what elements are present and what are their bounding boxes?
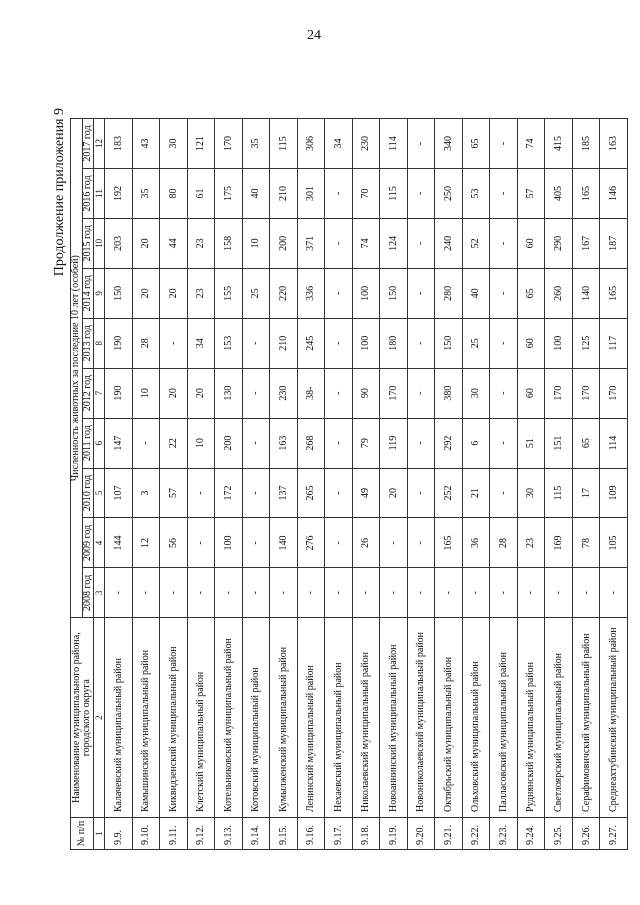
count-cell: 276 (297, 518, 325, 568)
table-row (435, 119, 463, 850)
year-header: 2014 год (82, 268, 94, 318)
table-row (132, 119, 160, 850)
count-cell: 100 (545, 318, 573, 368)
count-cell: - (325, 468, 353, 518)
table-row (490, 119, 518, 850)
count-cell: 26 (352, 518, 380, 568)
count-cell: 265 (297, 468, 325, 518)
count-cell: - (297, 568, 325, 618)
count-cell: 38- (297, 368, 325, 418)
count-cell: - (407, 418, 435, 468)
count-cell: - (325, 518, 353, 568)
count-cell: 23 (517, 518, 545, 568)
count-cell: 150 (435, 318, 463, 368)
count-cell: 25 (242, 268, 270, 318)
appendix-title: Продолжение приложения 9 (52, 108, 67, 277)
row-number: 9.23. (490, 818, 518, 850)
district-name: Палласовский муниципальный район (490, 618, 518, 818)
count-cell: 220 (270, 268, 298, 318)
district-name: Ольховский муниципальный район (462, 618, 490, 818)
table-row (380, 119, 408, 850)
table-header (71, 119, 105, 850)
year-header: 2009 год (82, 518, 94, 568)
count-cell: 28 (132, 318, 160, 368)
count-cell: - (242, 368, 270, 418)
row-number: 9.18. (352, 818, 380, 850)
count-cell: 250 (435, 169, 463, 219)
count-cell: 35 (132, 169, 160, 219)
count-cell: 371 (297, 218, 325, 268)
count-cell: 163 (600, 119, 628, 169)
count-cell: 340 (435, 119, 463, 169)
table-row (215, 119, 243, 850)
count-cell: - (325, 169, 353, 219)
count-cell: - (462, 568, 490, 618)
count-cell: - (187, 568, 215, 618)
count-cell: 172 (215, 468, 243, 518)
count-cell: 60 (517, 368, 545, 418)
district-name: Новоаннинский муниципальный район (380, 618, 408, 818)
count-cell: - (242, 418, 270, 468)
count-cell: 170 (545, 368, 573, 418)
count-header: Численность животных за последние 10 лет (особей) (71, 119, 83, 618)
count-cell: 40 (462, 268, 490, 318)
column-number: 6 (94, 418, 105, 468)
row-number: 9.10. (132, 818, 160, 850)
count-cell: - (270, 568, 298, 618)
count-cell: - (105, 568, 133, 618)
count-cell: - (407, 468, 435, 518)
count-cell: 169 (545, 518, 573, 568)
count-cell: 34 (187, 318, 215, 368)
count-cell: 17 (572, 468, 600, 518)
count-cell: 306 (297, 119, 325, 169)
district-name: Светлоярский муниципальный район (545, 618, 573, 818)
row-number: 9.13. (215, 818, 243, 850)
count-cell: - (490, 169, 518, 219)
row-number: 9.16. (297, 818, 325, 850)
count-cell: 21 (462, 468, 490, 518)
count-cell: - (325, 318, 353, 368)
count-cell: - (325, 368, 353, 418)
animal-count-table (70, 118, 628, 850)
count-cell: 65 (462, 119, 490, 169)
district-name: Кумылженский муниципальный район (270, 618, 298, 818)
count-cell: 170 (572, 368, 600, 418)
count-cell: - (407, 568, 435, 618)
count-cell: 124 (380, 218, 408, 268)
district-name: Серафимовичский муниципальный район (572, 618, 600, 818)
count-cell: 165 (572, 169, 600, 219)
count-cell: - (407, 518, 435, 568)
column-number: 3 (94, 568, 105, 618)
row-number: 9.20. (407, 818, 435, 850)
row-number: 9.9. (105, 818, 133, 850)
row-number: 9.14. (242, 818, 270, 850)
count-cell: 60 (517, 318, 545, 368)
count-cell: - (490, 119, 518, 169)
count-cell: 230 (270, 368, 298, 418)
count-cell: 200 (270, 218, 298, 268)
count-cell: 30 (160, 119, 188, 169)
count-cell: 144 (105, 518, 133, 568)
table-row (407, 119, 435, 850)
row-number: 9.24. (517, 818, 545, 850)
count-cell: 10 (132, 368, 160, 418)
count-cell: - (407, 169, 435, 219)
count-cell: 52 (462, 218, 490, 268)
table-row (352, 119, 380, 850)
count-cell: 147 (105, 418, 133, 468)
count-cell: 78 (572, 518, 600, 568)
table-row (105, 119, 133, 850)
table-row (325, 119, 353, 850)
count-cell: - (160, 318, 188, 368)
count-cell: 252 (435, 468, 463, 518)
count-cell: 336 (297, 268, 325, 318)
district-name: Среднеахтубинский муниципальный район (600, 618, 628, 818)
count-cell: 405 (545, 169, 573, 219)
count-cell: 25 (462, 318, 490, 368)
count-cell: 153 (215, 318, 243, 368)
count-cell: 183 (105, 119, 133, 169)
count-cell: - (325, 268, 353, 318)
count-cell: 107 (105, 468, 133, 518)
page-number: 24 (307, 28, 321, 43)
count-cell: 150 (380, 268, 408, 318)
count-cell: 80 (160, 169, 188, 219)
count-cell: 51 (517, 418, 545, 468)
column-number: 9 (94, 268, 105, 318)
table-row (270, 119, 298, 850)
count-cell: 30 (517, 468, 545, 518)
count-cell: 60 (517, 218, 545, 268)
count-cell: 137 (270, 468, 298, 518)
year-header: 2015 год (82, 218, 94, 268)
year-header: 2008 год (82, 568, 94, 618)
count-cell: 61 (187, 169, 215, 219)
count-cell: - (242, 518, 270, 568)
count-cell: 79 (352, 418, 380, 468)
count-cell: - (242, 318, 270, 368)
count-cell: 115 (270, 119, 298, 169)
count-cell: 158 (215, 218, 243, 268)
count-cell: - (517, 568, 545, 618)
count-cell: - (325, 218, 353, 268)
count-cell: 268 (297, 418, 325, 468)
count-cell: 150 (105, 268, 133, 318)
row-number: 9.27. (600, 818, 628, 850)
count-cell: 415 (545, 119, 573, 169)
district-name: Николаевский муниципальный район (352, 618, 380, 818)
num-header: № п/п (71, 818, 94, 850)
count-cell: 114 (600, 418, 628, 468)
column-number: 12 (94, 119, 105, 169)
count-cell: 260 (545, 268, 573, 318)
rotated-table-page (50, 98, 630, 858)
row-number: 9.15. (270, 818, 298, 850)
table-row (187, 119, 215, 850)
count-cell: - (407, 218, 435, 268)
district-name: Камышинский муниципальный район (132, 618, 160, 818)
count-cell: 49 (352, 468, 380, 518)
count-cell: - (187, 518, 215, 568)
count-cell: 105 (600, 518, 628, 568)
count-cell: 190 (105, 318, 133, 368)
count-cell: 190 (105, 368, 133, 418)
count-cell: 57 (160, 468, 188, 518)
count-cell: - (490, 318, 518, 368)
row-number: 9.12. (187, 818, 215, 850)
count-cell: - (352, 568, 380, 618)
count-cell: 36 (462, 518, 490, 568)
district-name: Клетский муниципальный район (187, 618, 215, 818)
count-cell: - (160, 568, 188, 618)
year-header: 2013 год (82, 318, 94, 368)
count-cell: - (132, 568, 160, 618)
table-row (160, 119, 188, 850)
count-cell: 22 (160, 418, 188, 468)
count-cell: 43 (132, 119, 160, 169)
row-number: 9.17. (325, 818, 353, 850)
name-header: Наименование муниципального района, городского округа (71, 618, 94, 818)
count-cell: - (407, 318, 435, 368)
count-cell: 65 (572, 418, 600, 468)
count-cell: 170 (600, 368, 628, 418)
count-cell: - (490, 268, 518, 318)
count-cell: - (380, 518, 408, 568)
count-cell: 12 (132, 518, 160, 568)
table-row (572, 119, 600, 850)
table-row (297, 119, 325, 850)
count-cell: 240 (435, 218, 463, 268)
year-header: 2012 год (82, 368, 94, 418)
column-number: 10 (94, 218, 105, 268)
count-cell: 163 (270, 418, 298, 468)
count-cell: 6 (462, 418, 490, 468)
count-cell: 140 (572, 268, 600, 318)
count-cell: 20 (132, 268, 160, 318)
district-name: Нехаевский муниципальный район (325, 618, 353, 818)
count-cell: - (325, 418, 353, 468)
count-cell: 20 (132, 218, 160, 268)
count-cell: 115 (380, 169, 408, 219)
count-cell: 3 (132, 468, 160, 518)
row-number: 9.26. (572, 818, 600, 850)
count-cell: - (380, 568, 408, 618)
count-cell: 165 (435, 518, 463, 568)
count-cell: 100 (215, 518, 243, 568)
count-cell: 35 (242, 119, 270, 169)
count-cell: 20 (187, 368, 215, 418)
count-cell: - (407, 268, 435, 318)
count-cell: 280 (435, 268, 463, 318)
count-cell: 20 (160, 368, 188, 418)
count-cell: 119 (380, 418, 408, 468)
count-cell: 117 (600, 318, 628, 368)
count-cell: - (215, 568, 243, 618)
count-cell: 53 (462, 169, 490, 219)
row-number: 9.21. (435, 818, 463, 850)
year-header: 2010 год (82, 468, 94, 518)
column-number: 5 (94, 468, 105, 518)
count-cell: - (600, 568, 628, 618)
count-cell: 10 (242, 218, 270, 268)
year-header: 2016 год (82, 169, 94, 219)
count-cell: 170 (380, 368, 408, 418)
count-cell: 44 (160, 218, 188, 268)
count-cell: 192 (105, 169, 133, 219)
count-cell: 100 (352, 268, 380, 318)
count-cell: 245 (297, 318, 325, 368)
column-number-row (94, 119, 105, 850)
row-number: 9.19. (380, 818, 408, 850)
count-cell: 10 (187, 418, 215, 468)
count-cell: 292 (435, 418, 463, 468)
row-number: 9.25. (545, 818, 573, 850)
count-cell: 210 (270, 169, 298, 219)
count-cell: 170 (215, 119, 243, 169)
count-cell: 151 (545, 418, 573, 468)
count-cell: - (490, 568, 518, 618)
column-number: 7 (94, 368, 105, 418)
district-name: Руднянский муниципальный район (517, 618, 545, 818)
table-row (545, 119, 573, 850)
count-cell: - (490, 368, 518, 418)
count-cell: - (545, 568, 573, 618)
count-cell: 65 (517, 268, 545, 318)
count-cell: 74 (517, 119, 545, 169)
district-name: Новониколаевский муниципальный район (407, 618, 435, 818)
table-row (517, 119, 545, 850)
table-row (462, 119, 490, 850)
count-cell: 74 (352, 218, 380, 268)
count-cell: 34 (325, 119, 353, 169)
count-cell: 70 (352, 169, 380, 219)
count-cell: - (490, 418, 518, 468)
column-number: 4 (94, 518, 105, 568)
count-cell: 210 (270, 318, 298, 368)
count-cell: 187 (600, 218, 628, 268)
column-number: 8 (94, 318, 105, 368)
count-cell: 125 (572, 318, 600, 368)
district-name: Калачевский муниципальный район (105, 618, 133, 818)
count-cell: 56 (160, 518, 188, 568)
count-cell: 185 (572, 119, 600, 169)
district-name: Октябрьский муниципальный район (435, 618, 463, 818)
count-cell: 115 (545, 468, 573, 518)
count-cell: 180 (380, 318, 408, 368)
count-cell: 20 (160, 268, 188, 318)
count-cell: - (407, 368, 435, 418)
count-cell: - (132, 418, 160, 468)
count-cell: - (325, 568, 353, 618)
count-cell: 114 (380, 119, 408, 169)
year-header: 2017 год (82, 119, 94, 169)
count-cell: - (572, 568, 600, 618)
column-number: 11 (94, 169, 105, 219)
count-cell: 23 (187, 218, 215, 268)
column-number: 1 (94, 818, 105, 850)
count-cell: 200 (215, 418, 243, 468)
count-cell: 146 (600, 169, 628, 219)
count-cell: 155 (215, 268, 243, 318)
row-number: 9.11. (160, 818, 188, 850)
count-cell: 175 (215, 169, 243, 219)
count-cell: 20 (380, 468, 408, 518)
table-body (105, 119, 628, 850)
table-row (242, 119, 270, 850)
count-cell: 167 (572, 218, 600, 268)
count-cell: 140 (270, 518, 298, 568)
district-name: Киквидзенский муниципальный район (160, 618, 188, 818)
count-cell: - (490, 468, 518, 518)
count-cell: 380 (435, 368, 463, 418)
count-cell: 90 (352, 368, 380, 418)
count-cell: - (242, 468, 270, 518)
district-name: Котовский муниципальный район (242, 618, 270, 818)
year-header: 2011 год (82, 418, 94, 468)
column-number: 2 (94, 618, 105, 818)
count-cell: 23 (187, 268, 215, 318)
count-cell: 290 (545, 218, 573, 268)
count-cell: - (242, 568, 270, 618)
count-cell: - (435, 568, 463, 618)
district-name: Ленинский муниципальный район (297, 618, 325, 818)
count-cell: - (490, 218, 518, 268)
count-cell: 30 (462, 368, 490, 418)
count-cell: 100 (352, 318, 380, 368)
count-cell: 57 (517, 169, 545, 219)
row-number: 9.22. (462, 818, 490, 850)
district-name: Котельниковский муниципальный район (215, 618, 243, 818)
count-cell: 121 (187, 119, 215, 169)
count-cell: 301 (297, 169, 325, 219)
count-cell: 203 (105, 218, 133, 268)
table-row (600, 119, 628, 850)
count-cell: 165 (600, 268, 628, 318)
count-cell: 109 (600, 468, 628, 518)
count-cell: 40 (242, 169, 270, 219)
count-cell: - (187, 468, 215, 518)
count-cell: 28 (490, 518, 518, 568)
count-cell: - (407, 119, 435, 169)
count-cell: 130 (215, 368, 243, 418)
count-cell: 230 (352, 119, 380, 169)
